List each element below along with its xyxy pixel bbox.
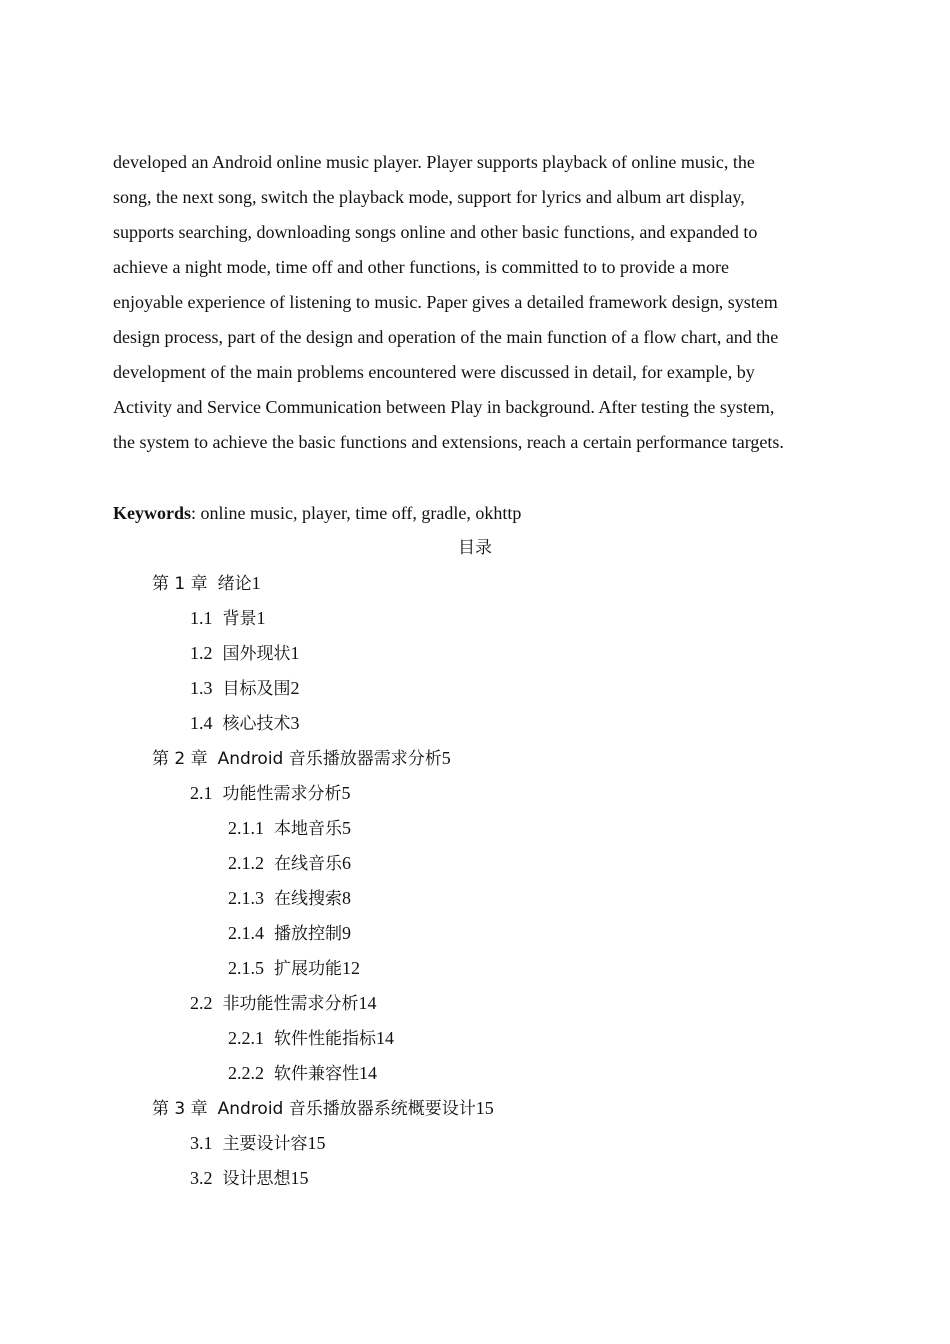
toc-entry-title: 目标及围 — [222, 679, 291, 699]
toc-entry-title: 核心技术 — [222, 714, 291, 734]
toc-entry-title: 非功能性需求分析 — [222, 994, 359, 1014]
toc-section-1-2[interactable] — [190, 636, 300, 671]
abstract-line: song, the next song, switch the playback mode, support for lyrics and album art display, — [113, 187, 745, 207]
toc-entry-page: 15 — [475, 1098, 494, 1118]
toc-entry-page: 5 — [342, 818, 351, 838]
toc-section-2-1[interactable] — [190, 776, 351, 811]
toc-entry-title: 本地音乐 — [274, 819, 342, 839]
toc-entry-page: 6 — [342, 853, 351, 873]
toc-entry-number: 3.1 — [190, 1133, 213, 1153]
toc-entry-title: Android 音乐播放器系统概要设计 — [217, 1099, 476, 1119]
toc-section-1-1[interactable] — [190, 601, 266, 636]
toc-entry-page: 14 — [358, 993, 377, 1013]
toc-entry-page: 1 — [290, 643, 300, 663]
toc-entry-number: 3.2 — [190, 1168, 213, 1188]
toc-entry-page: 8 — [342, 888, 351, 908]
toc-section-1-4[interactable] — [190, 706, 300, 741]
toc-entry-title: 软件性能指标 — [274, 1029, 376, 1049]
toc-entry-title: 在线搜索 — [274, 889, 342, 909]
toc-entry-title: 功能性需求分析 — [222, 784, 342, 804]
toc-entry-number: 2.1.3 — [228, 888, 264, 908]
toc-entry-number: 第 3 章 — [152, 1099, 208, 1119]
toc-entry-title: 国外现状 — [222, 644, 291, 664]
toc-entry-number: 1.2 — [190, 643, 213, 663]
abstract-line: design process, part of the design and operation of the main function of a flow chart, and the — [113, 327, 779, 347]
toc-entry-title: 绪论 — [217, 574, 252, 594]
toc-entry-number: 第 2 章 — [152, 749, 208, 769]
toc-entry-title: 扩展功能 — [274, 959, 342, 979]
abstract-line: Activity and Service Communication between Play in background. After testing the system, — [113, 397, 775, 417]
toc-entry-number: 2.1.1 — [228, 818, 264, 838]
toc-section-3-2[interactable] — [190, 1161, 309, 1196]
toc-entry-title: 在线音乐 — [274, 854, 342, 874]
keywords-text: : online music, player, time off, gradle, okhttp — [191, 503, 522, 523]
toc-entry-page: 1 — [251, 573, 261, 593]
abstract-line: achieve a night mode, time off and other functions, is committed to to provide a more — [113, 257, 730, 277]
toc-subsection-2-1-5[interactable] — [228, 951, 360, 986]
toc-section-3-1[interactable] — [190, 1126, 326, 1161]
toc-entry-number: 2.2.2 — [228, 1063, 264, 1083]
toc-entry-number: 1.4 — [190, 713, 213, 733]
toc-entry-number: 2.1.2 — [228, 853, 264, 873]
abstract-line: development of the main problems encountered were discussed in detail, for example, by — [113, 362, 755, 382]
toc-entry-number: 2.2 — [190, 993, 213, 1013]
toc-section-2-2[interactable] — [190, 986, 377, 1021]
toc-entry-page: 1 — [256, 608, 266, 628]
toc-entry-title: 设计思想 — [222, 1169, 291, 1189]
toc-section-1-3[interactable] — [190, 671, 300, 706]
toc-entry-page: 2 — [290, 678, 300, 698]
abstract-line: enjoyable experience of listening to music. Paper gives a detailed framework design, system — [113, 292, 778, 312]
toc-entry-number: 2.1.4 — [228, 923, 264, 943]
toc-subsection-2-1-4[interactable] — [228, 916, 351, 951]
toc-entry-number: 第 1 章 — [152, 574, 208, 594]
keywords-label: Keywords — [113, 503, 191, 523]
toc-entry-title: 主要设计容 — [222, 1134, 308, 1154]
toc-entry-title: Android 音乐播放器需求分析 — [217, 749, 442, 769]
toc-title: 目录 — [458, 538, 492, 558]
toc-subsection-2-1-2[interactable] — [228, 846, 351, 881]
toc-entry-page: 3 — [290, 713, 300, 733]
toc-subsection-2-1-3[interactable] — [228, 881, 351, 916]
keywords-line — [113, 496, 521, 531]
toc-entry-title: 播放控制 — [274, 924, 342, 944]
toc-entry-page: 15 — [290, 1168, 309, 1188]
toc-subsection-2-2-1[interactable] — [228, 1021, 394, 1056]
toc-entry-title: 软件兼容性 — [274, 1064, 359, 1084]
toc-subsection-2-1-1[interactable] — [228, 811, 351, 846]
toc-entry-number: 1.1 — [190, 608, 213, 628]
toc-entry-page: 5 — [441, 748, 451, 768]
toc-entry-title: 背景 — [222, 609, 257, 629]
toc-entry-page: 12 — [342, 958, 360, 978]
toc-entry-page: 14 — [359, 1063, 377, 1083]
toc-subsection-2-2-2[interactable] — [228, 1056, 377, 1091]
toc-entry-number: 1.3 — [190, 678, 213, 698]
toc-entry-page: 15 — [307, 1133, 326, 1153]
abstract-line: supports searching, downloading songs online and other basic functions, and expanded to — [113, 222, 758, 242]
abstract-line: the system to achieve the basic functions and extensions, reach a certain performance targets. — [113, 432, 784, 452]
abstract-line: developed an Android online music player. Player supports playback of online music, the — [113, 152, 755, 172]
toc-entry-page: 9 — [342, 923, 351, 943]
toc-chapter-3[interactable] — [152, 1091, 494, 1126]
toc-entry-number: 2.2.1 — [228, 1028, 264, 1048]
toc-chapter-2[interactable] — [152, 741, 451, 776]
toc-entry-number: 2.1 — [190, 783, 213, 803]
abstract-paragraph — [113, 145, 843, 460]
toc-entry-page: 5 — [341, 783, 351, 803]
toc-entry-page: 14 — [376, 1028, 394, 1048]
toc-entry-number: 2.1.5 — [228, 958, 264, 978]
toc-chapter-1[interactable] — [152, 566, 261, 601]
